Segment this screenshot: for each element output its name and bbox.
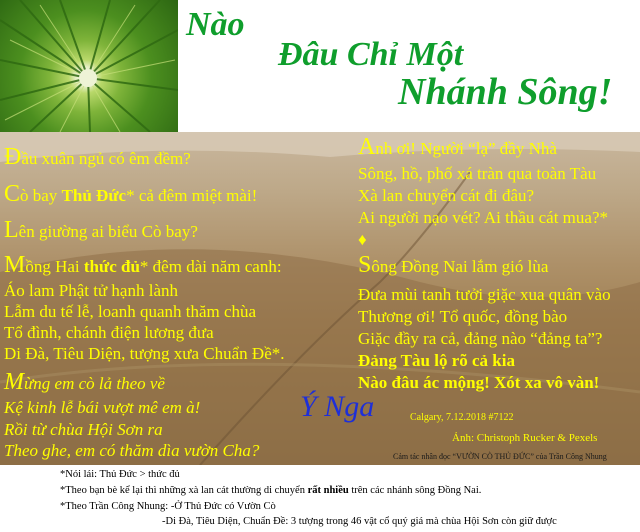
poem-left-line-5: Áo lam Phật tử hạnh lành [4, 281, 178, 300]
poem-left-line-3 [4, 217, 198, 244]
poem-left-line-7: Tổ đình, chánh điện lương đưa [4, 323, 214, 342]
poem-left-line-2 [4, 181, 257, 208]
inspiration-note: Cảm tác nhân đọc “VƯỜN CÒ THỦ ĐỨC” của Trần Công Nhung [393, 452, 607, 461]
poem-right-line-1 [358, 134, 557, 161]
poem-right-line-4: Ai người nạo vét? Ai thầu cát mua?* [358, 208, 608, 227]
title-line-3: Nhánh Sông! [398, 71, 613, 113]
footnote-bold: rất nhiều [307, 485, 349, 496]
line-text: ồng Hai [25, 257, 84, 276]
poem-right-line-5 [358, 252, 548, 279]
title-line-1: Nào [186, 6, 245, 43]
title-line-2: Đâu Chỉ Một [278, 36, 464, 73]
footnote-3: *Theo Trần Công Nhung: -Ở Thủ Đức có Vườn Cò [60, 501, 276, 512]
drop-cap: A [358, 134, 376, 160]
poem-left-line-9 [4, 369, 165, 396]
place-date: Calgary, 7.12.2018 #7122 [410, 412, 514, 423]
drop-cap: C [4, 181, 21, 207]
footnotes [0, 465, 640, 532]
poem-panel [0, 132, 640, 465]
bold-word: thức đủ [83, 257, 140, 276]
line-text: ầu xuân ngủ có êm đềm? [21, 149, 191, 168]
photo-credit: Ảnh: Christoph Rucker & Pexels [452, 432, 598, 444]
drop-cap: L [4, 217, 19, 243]
poem-left-line-11: Rồi từ chùa Hội Sơn ra [4, 420, 163, 439]
drop-cap: Đ [4, 144, 22, 170]
poem-right-line-6: Đưa mùi tanh tưởi giặc xua quân vào [358, 285, 611, 304]
footnote-1: *Nói lái: Thủ Đức > thức đủ [60, 469, 180, 480]
line-text: * đêm dài năm canh: [139, 257, 282, 276]
drop-cap: S [358, 252, 372, 278]
bold-word: Thủ Đức [61, 186, 127, 205]
line-text: ông Đồng Nai lắm gió lùa [371, 257, 549, 276]
poem-right-line-3: Xà lan chuyển cát đi đâu? [358, 186, 535, 205]
poem-right-line-2: Sông, hồ, phố xá tràn qua toàn Tàu [358, 164, 597, 183]
footnote-text: *Theo bạn bè kể lại thì những xà lan cát thường di chuyển [60, 485, 308, 496]
footnote-text: trên các nhánh sông Đồng Nai. [348, 485, 482, 496]
diamond-separator: ♦ [358, 230, 367, 249]
poem-left-line-4 [4, 252, 282, 279]
poem-left-line-8: Di Đà, Tiêu Diện, tượng xưa Chuẩn Đề*. [4, 344, 285, 363]
poem-right-line-7: Thương ơi! Tổ quốc, đồng bào [358, 307, 568, 326]
poem-right-line-10: Nào đâu ác mộng! Xót xa vô vàn! [358, 373, 600, 392]
poem-right-line-8: Giặc đầy ra cả, đảng nào “đảng ta”? [358, 329, 603, 348]
footnote-2 [60, 485, 481, 496]
footnote-4: -Di Đà, Tiêu Diện, Chuẩn Đề: 3 tượng trong 46 vật cổ quý giá mà chùa Hội Sơn còn giữ được [162, 516, 557, 527]
line-text: ò bay [20, 186, 62, 205]
line-text: ên giường ai biểu Cò bay? [18, 222, 198, 241]
author-signature: Ý Nga [300, 390, 375, 423]
title-block [178, 0, 640, 132]
drop-cap: M [4, 252, 26, 278]
poem-left-line-6: Lẫm du tế lễ, loanh quanh thăm chùa [4, 302, 257, 321]
line-text: * cả đêm miệt mài! [126, 186, 258, 205]
poem-left-line-12: Theo ghe, em có thăm dìa vườn Cha? [4, 441, 260, 460]
poem-right-line-9: Đảng Tàu lộ rõ cả kia [358, 351, 515, 370]
palm-leaf-image [0, 0, 178, 132]
palm-fronds-graphic [0, 0, 178, 132]
drop-cap: M [4, 369, 24, 395]
poem-left-line-1 [4, 144, 191, 171]
line-text: nh ơi! Người “lạ” đầy Nhà [375, 139, 557, 158]
line-text: ừng em cò lả theo về [24, 374, 165, 393]
poem-left-line-10: Kệ kinh lễ bái vượt mê em à! [4, 398, 201, 417]
